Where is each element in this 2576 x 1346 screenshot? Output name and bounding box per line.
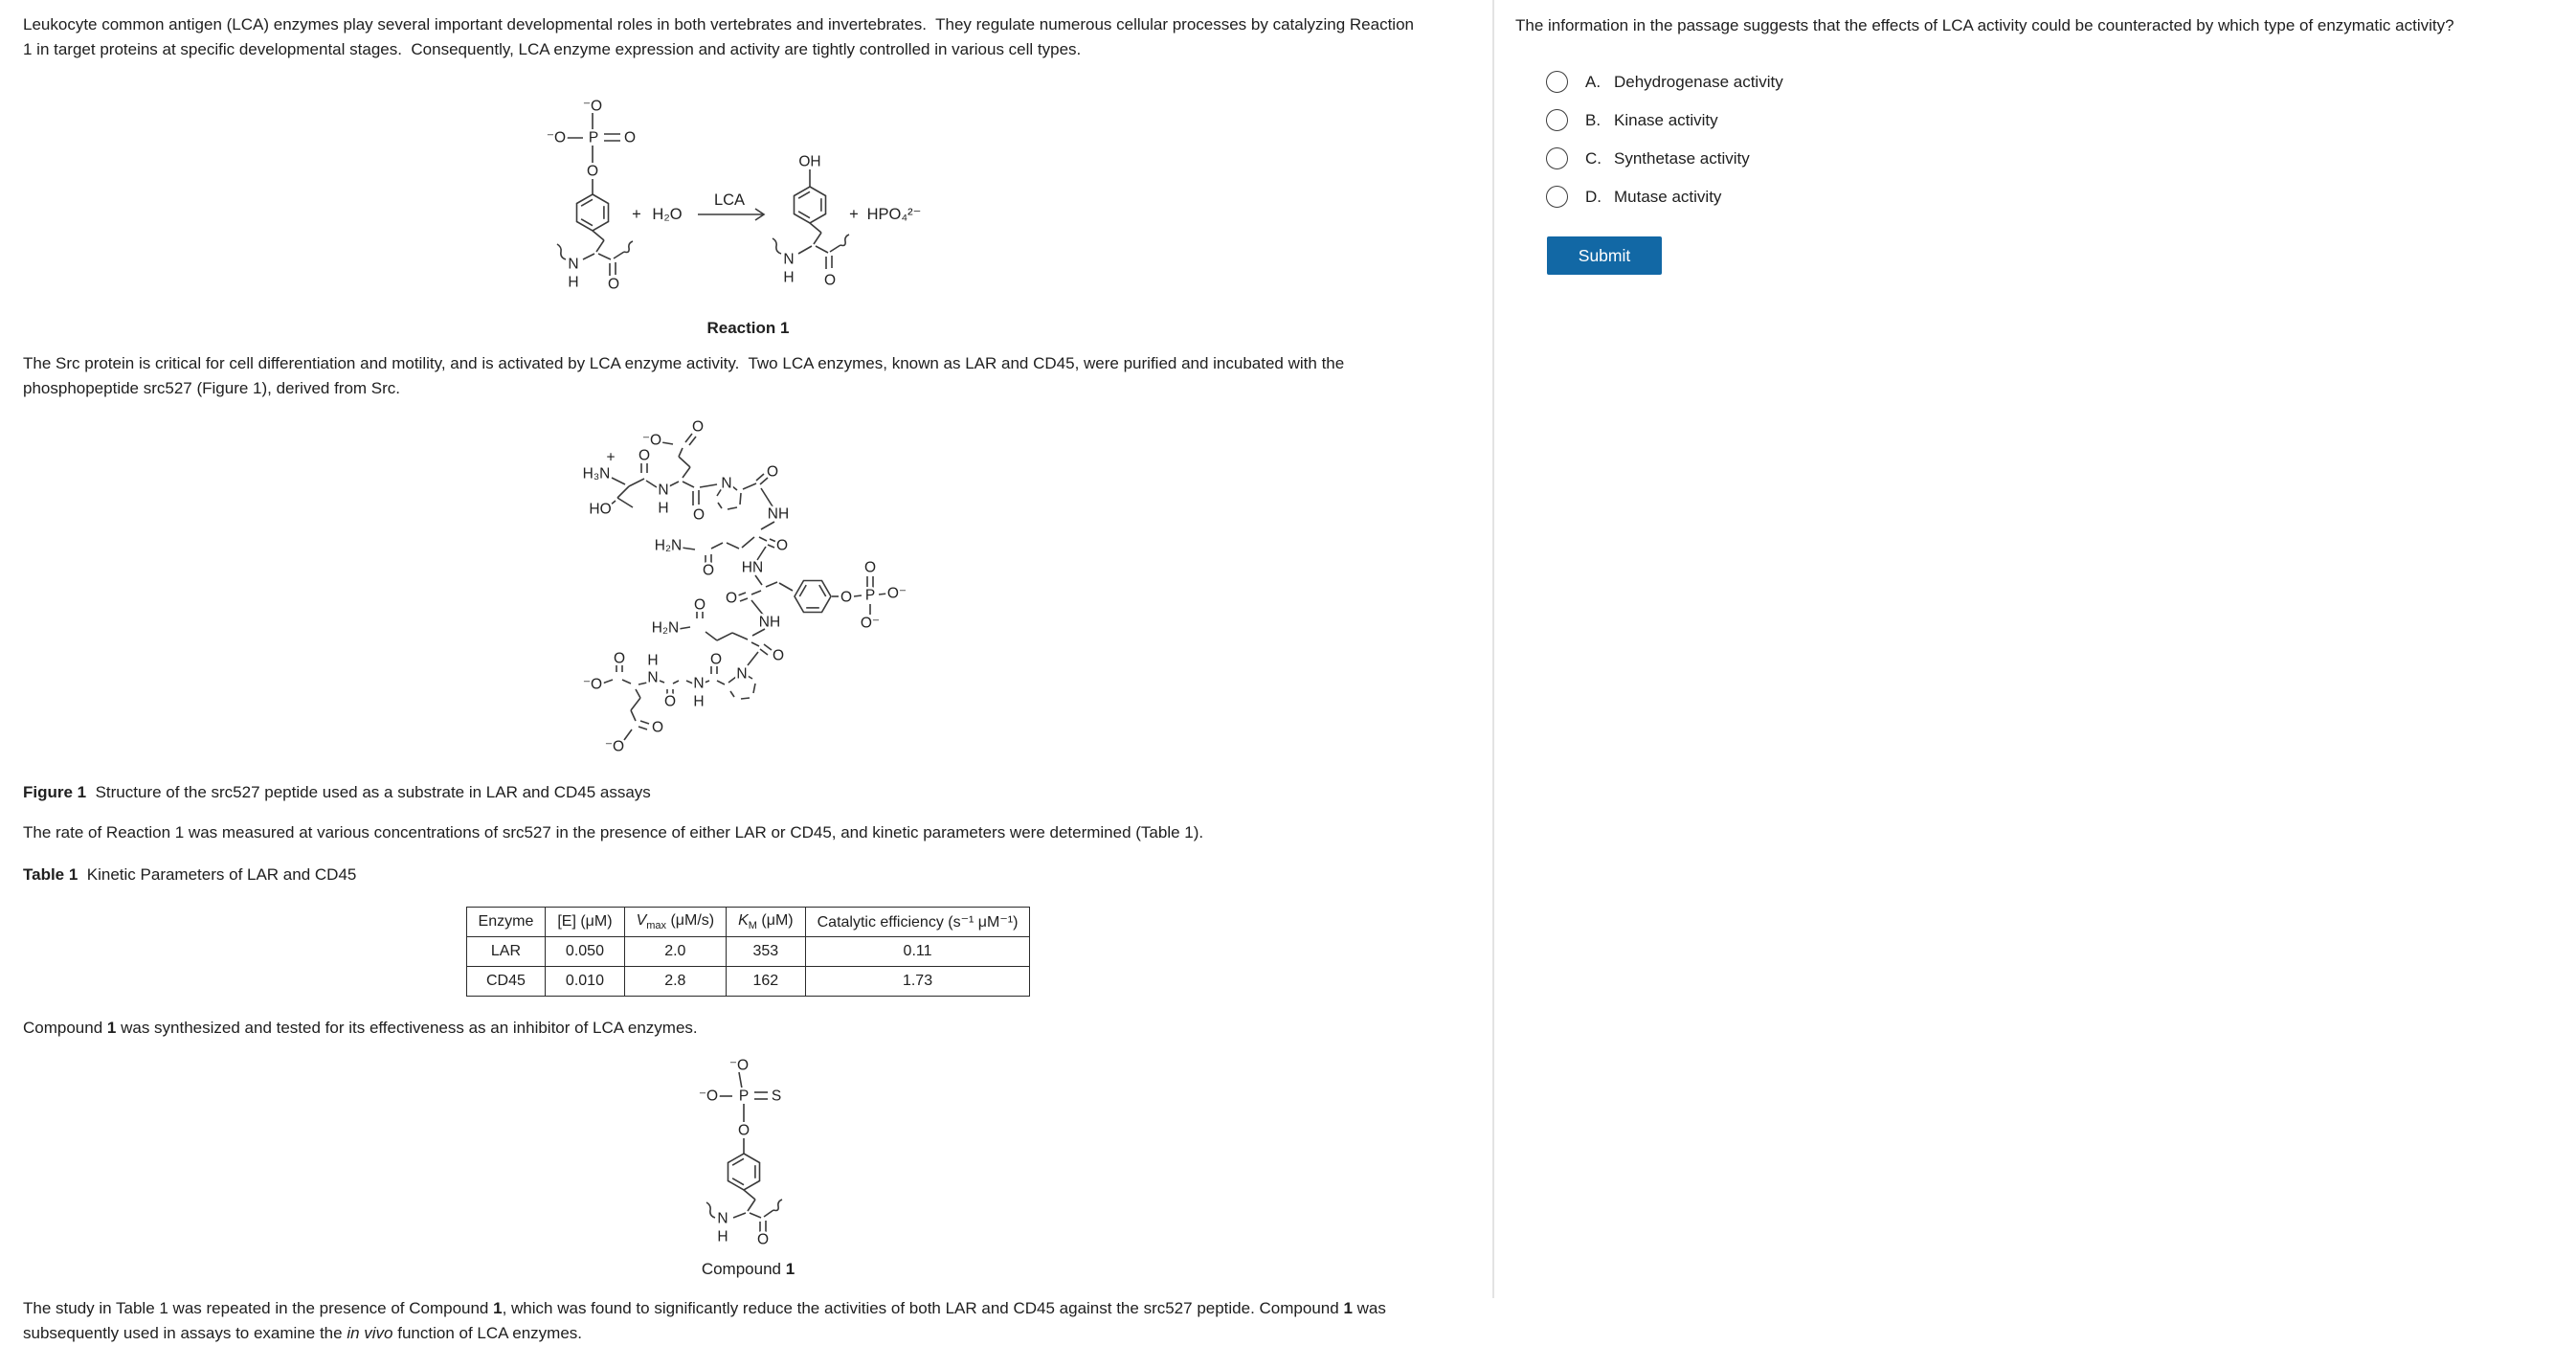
svg-text:HPO₄²⁻: HPO₄²⁻ [866,206,921,223]
svg-text:O: O [775,537,788,554]
svg-text:O: O [709,651,722,668]
compound-1-figure [23,1052,1473,1279]
option-letter: C. [1585,148,1602,168]
col-km: $K_M$ (μM) [727,908,806,937]
svg-text:P: P [864,587,875,604]
svg-text:⁻O: ⁻O [582,98,602,115]
svg-text:O: O [756,1231,769,1248]
compound-1-caption: Compound 1 [701,1260,795,1278]
svg-text:HO: HO [588,501,612,518]
submit-button[interactable]: Submit [1547,236,1662,275]
svg-text:H₂O: H₂O [651,206,683,223]
passage-paragraph-1: Leukocyte common antigen (LCA) enzymes play several important developmental roles in both vertebrates and invertebrates. They regulate numerous cellular processes by catalyzing Reaction 1 in target proteins at specific developmental stages. Consequently, LCA enzyme expression and activity are tightly controlled in various cell types. [23,15,1419,58]
compound-1-structure [672,1052,825,1253]
radio-button-b[interactable] [1546,109,1568,131]
svg-text:NH: NH [767,505,789,523]
svg-text:O: O [725,590,737,607]
svg-text:O⁻: O⁻ [886,585,907,602]
atom-labels [698,1058,780,1248]
svg-text:⁻O: ⁻O [604,738,624,755]
option-letter: A. [1585,72,1602,91]
svg-text:H₂N: H₂N [651,619,679,637]
passage-paragraph-2: The Src protein is critical for cell differentiation and motility, and is activated by LCA enzyme activity. Two LCA enzymes, known as LAR and CD45, were purified and incubated with the phosphopeptide src527 (Figure 1), derived from Src. [23,354,1349,397]
svg-text:⁻O: ⁻O [698,1088,718,1105]
option-letter: D. [1585,187,1602,206]
svg-text:O: O [863,559,876,576]
svg-text:O: O [651,719,663,736]
svg-text:O: O [772,647,784,664]
table-1-label: Table 1 Kinetic Parameters of LAR and CD45 [23,865,357,884]
figure-1-caption: Figure 1 Structure of the src527 peptide used as a substrate in LAR and CD45 assays [23,783,651,801]
svg-text:HN: HN [741,559,763,576]
reaction-1-structure [533,78,964,312]
option-label: Kinase activity [1614,110,1718,129]
svg-text:O: O [623,129,636,146]
kinetics-table [466,907,1031,997]
col-enzyme: Enzyme [466,908,546,937]
svg-text:O: O [663,693,676,710]
passage-paragraph-4: Compound 1 was synthesized and tested for its effectiveness as an inhibitor of LCA enzymes. [23,1019,698,1037]
option-a[interactable] [1546,71,2566,93]
svg-text:OH: OH [797,153,821,170]
svg-text:N: N [720,475,732,492]
svg-text:N: N [692,675,705,692]
bonds [557,113,849,276]
svg-text:NH: NH [758,614,780,631]
svg-text:O: O [702,562,714,579]
svg-text:H: H [692,693,705,710]
option-b[interactable] [1546,109,2566,131]
svg-text:O: O [737,1122,750,1139]
atom-labels [546,99,920,293]
radio-button-d[interactable] [1546,186,1568,208]
svg-text:P: P [588,129,598,146]
svg-text:H: H [646,652,659,669]
radio-button-a[interactable] [1546,71,1568,93]
reaction-1-figure [23,78,1473,338]
table-row: CD45 0.010 2.8 162 1.73 [466,967,1030,997]
svg-text:O: O [693,596,706,614]
svg-text:O: O [691,418,704,436]
figure-1 [23,415,1473,769]
svg-text:H: H [657,500,669,517]
svg-text:O: O [766,463,778,481]
passage-paragraph-3: The rate of Reaction 1 was measured at various concentrations of src527 in the presence of either LAR or CD45, and kinetic parameters were determined (Table 1). [23,823,1204,841]
svg-text:O: O [823,272,836,289]
option-label: Mutase activity [1614,187,1722,206]
svg-text:N: N [735,665,748,683]
question-text: The information in the passage suggests that the effects of LCA activity could be counteracted by which type of enzymatic activity? [1515,16,2454,34]
svg-text:LCA: LCA [713,191,745,209]
svg-text:⁻O: ⁻O [641,432,661,449]
figure-1-structure [571,415,926,764]
option-label: Dehydrogenase activity [1614,72,1783,91]
answer-options [1546,71,2566,208]
reaction-1-caption: Reaction 1 [706,319,790,337]
option-c[interactable] [1546,147,2566,169]
svg-text:N: N [782,251,795,268]
svg-text:P: P [738,1088,749,1105]
svg-text:S: S [771,1088,781,1105]
svg-text:N: N [657,482,669,499]
table-header-row [466,908,1030,937]
svg-text:⁻O: ⁻O [546,129,566,146]
svg-text:O: O [840,589,852,606]
col-concentration: [E] (μM) [546,908,624,937]
svg-text:N: N [567,256,579,273]
option-d[interactable] [1546,186,2566,208]
svg-text:⁻O: ⁻O [728,1057,749,1074]
svg-text:O: O [607,276,619,293]
passage-paragraph-5: The study in Table 1 was repeated in the presence of Compound 1, which was found to significantly reduce the activities of both LAR and CD45 against the src527 peptide. Compound 1 was subsequently used in assays to examine the in vivo function of LCA enzymes. [23,1299,1391,1342]
svg-text:O⁻: O⁻ [860,615,880,632]
svg-text:H: H [567,274,579,291]
question-panel [1494,0,2576,1298]
svg-text:H: H [716,1228,728,1245]
svg-text:O: O [692,506,705,524]
svg-text:⁻O: ⁻O [582,676,602,693]
svg-text:H₂N: H₂N [654,537,682,554]
svg-text:H: H [782,269,795,286]
col-catalytic-efficiency: Catalytic efficiency (s⁻¹ μM⁻¹) [805,908,1030,937]
table-row: LAR 0.050 2.0 353 0.11 [466,937,1030,967]
svg-text:H₃N: H₃N [582,465,610,482]
bonds [602,434,887,740]
svg-text:O: O [638,447,650,464]
svg-text:O: O [586,163,598,180]
svg-text:N: N [716,1210,728,1227]
atom-labels [582,419,906,755]
svg-text:+: + [631,206,641,223]
option-label: Synthetase activity [1614,148,1750,168]
col-vmax: $V_{max}$ (μM/s) [624,908,727,937]
svg-text:+: + [605,449,616,466]
svg-text:N: N [646,669,659,686]
option-letter: B. [1585,110,1602,129]
radio-button-c[interactable] [1546,147,1568,169]
svg-text:O: O [613,650,625,667]
svg-text:+: + [848,206,859,223]
